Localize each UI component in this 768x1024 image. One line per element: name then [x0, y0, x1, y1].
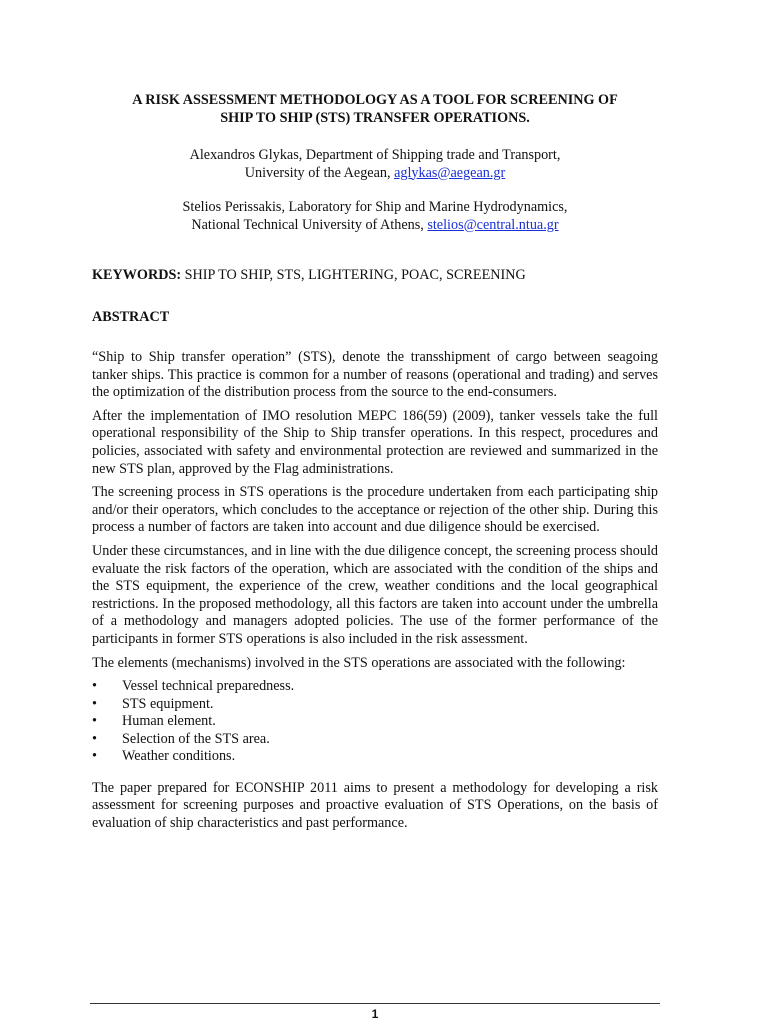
author-2-affiliation: Stelios Perissakis, Laboratory for Ship and Marine Hydrodynamics, [182, 199, 568, 215]
bullet-icon: • [92, 730, 97, 747]
list-item-text: Weather conditions. [122, 748, 236, 765]
abstract-body [92, 349, 658, 838]
paper-title-line-2: SHIP TO SHIP (STS) TRANSFER OPERATIONS. [220, 109, 530, 126]
author-1-university-line [92, 165, 658, 183]
paper-title [92, 92, 658, 127]
abstract-paragraph: The screening process in STS operations is the procedure undertaken from each participating ship and/or their operators, which concludes to the acceptance or rejection of the other ship. During this process a number of factors are taken into account and due diligence should be exercised. [92, 484, 658, 536]
author-1-university: University of the Aegean, [244, 164, 395, 181]
abstract-paragraph: The elements (mechanisms) involved in the STS operations are associated with the following: [92, 654, 626, 671]
author-1-affiliation: Alexandros Glykas, Department of Shipping trade and Transport, [189, 147, 561, 163]
abstract-paragraph: After the implementation of IMO resolution MEPC 186(59) (2009), tanker vessels take the full operational responsibility of the Ship to Ship transfer operations. In this respect, procedures and policies, associated with safety and environmental protection are reviewed and summarized in the new STS plan, approved by the Flag administrations. [92, 407, 658, 477]
author-block-2 [92, 199, 658, 234]
list-item [92, 731, 658, 749]
list-item-text: Selection of the STS area. [122, 730, 270, 747]
elements-list [92, 678, 658, 766]
keywords-label: KEYWORDS: [92, 267, 182, 283]
closing-paragraph: The paper prepared for ECONSHIP 2011 aims to present a methodology for developing a risk assessment for screening purposes and proactive evaluation of STS Operations, on the basis of evaluation of ship characteristics and past performance. [92, 779, 658, 831]
list-item [92, 713, 658, 731]
abstract-paragraph: Under these circumstances, and in line with the due diligence concept, the screening process should evaluate the risk factors of the operation, which are associated with the condition of the ships and the STS equipment, the experience of the crew, weather conditions and the local geographical restrictions. In the proposed methodology, all this factors are taken into account under the umbrella of a methodology and managers adopted policies. The use of the former performance of the participants in former STS operations is also included in the risk assessment. [92, 542, 658, 647]
list-item [92, 696, 658, 714]
page-number: 1 [371, 1007, 379, 1021]
author-1-email-link[interactable]: aglykas@aegean.gr [394, 164, 506, 181]
paper-title-line-1: A RISK ASSESSMENT METHODOLOGY AS A TOOL FOR SCREENING OF [132, 92, 618, 108]
list-item-text: Vessel technical preparedness. [122, 678, 295, 695]
bullet-icon: • [92, 748, 97, 765]
author-2-email-link[interactable]: stelios@central.ntua.gr [427, 216, 559, 233]
list-item-text: Human element. [122, 713, 216, 730]
list-item [92, 678, 658, 696]
abstract-paragraph: “Ship to Ship transfer operation” (STS), denote the transshipment of cargo between seagoing tanker ships. This practice is common for a number of reasons (operational and trading) and serves the optimization of the distribution process from the source to the end-consumers. [92, 349, 658, 401]
list-item [92, 748, 658, 766]
author-block-1 [92, 147, 658, 182]
author-2-university: National Technical University of Athens, [191, 216, 428, 233]
list-item-text: STS equipment. [122, 695, 214, 712]
author-2-university-line [92, 217, 658, 235]
bullet-icon: • [92, 713, 97, 730]
keywords-text: SHIP TO SHIP, STS, LIGHTERING, POAC, SCREENING [181, 267, 526, 283]
footer-divider [90, 1003, 660, 1004]
keywords-line [92, 267, 658, 285]
bullet-icon: • [92, 695, 97, 712]
abstract-heading: ABSTRACT [92, 309, 170, 325]
bullet-icon: • [92, 678, 97, 695]
